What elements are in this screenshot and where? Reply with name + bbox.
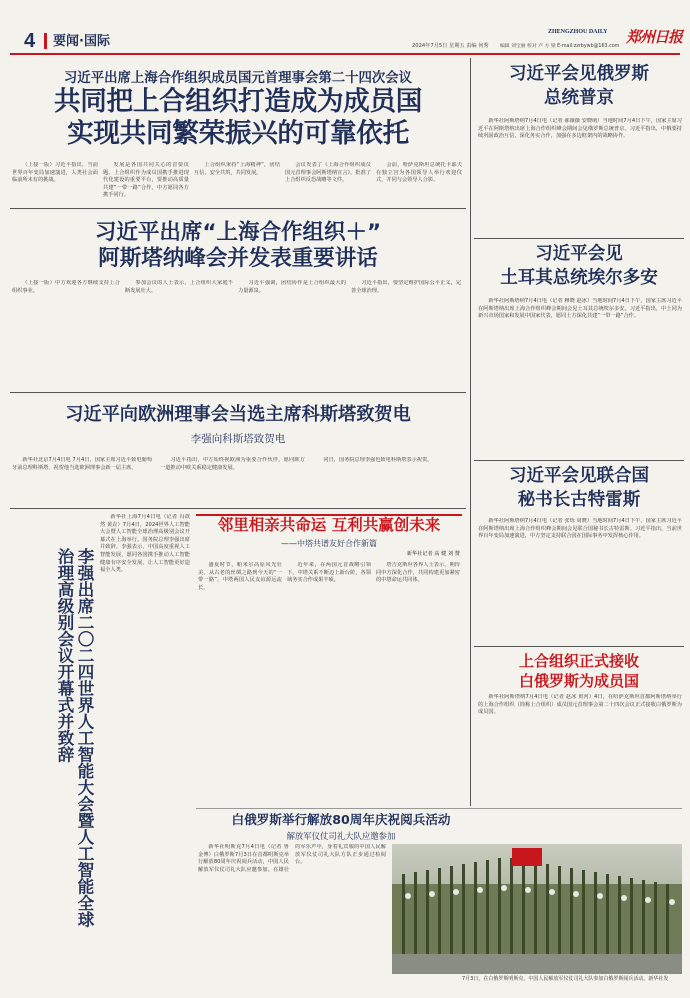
lead-col-5: 会前，哈萨克斯坦总统托卡耶夫在独立宫为各国领导人举行欢迎仪式，并同与会领导人合影。: [376, 162, 462, 184]
lead-col-4: 会议发表了《上海合作组织成员国元首理事会阿斯塔纳宣言》，批准了上合组织反恐战略等文件。: [285, 162, 371, 184]
eu-subhead: 李强向科斯塔致贺电: [190, 433, 286, 445]
parade-caption: 7月3日，在白俄罗斯明斯克，中国人民解放军仪仗司礼大队参加白俄罗斯阅兵活动。新华社发: [462, 976, 669, 982]
eu-headline: 习近平向欧洲理事会当选主席科斯塔致贺电: [65, 404, 411, 425]
lead-kicker: 习近平出席上海合作组织成员国元首理事会第二十四次会议: [63, 71, 413, 86]
shanghai-col-3: 习近平强调，团结协作是上合组织最大的力量源泉。: [238, 280, 346, 294]
parade-text: 新华社明斯克7月4日电（记者 鲁金博）白俄罗斯7月3日在首都明斯克举行解放80周年庆祝阅兵活动，中国人民解放军仪仗司礼大队应邀参加。在雄壮的军乐声中，身着礼宾服的中国人民解放军仪仗司礼大队方队正步通过检阅台。: [198, 844, 386, 873]
parade-headline: 白俄罗斯举行解放80周年庆祝阅兵活动: [231, 812, 451, 827]
neighbor-col-2: 近年来，在两国元首战略引领下，中塔关系不断迈上新台阶，各领域务实合作成果丰硕。: [287, 562, 371, 584]
lead-headline-line2: 实现共同繁荣振兴的可靠依托: [67, 118, 409, 149]
erdogan-headline-line2: 土耳其总统埃尔多安: [500, 268, 658, 288]
belarus-text: 新华社阿斯塔纳7月4日电（记者 赵冰 黄河）4日，在哈萨克斯坦首都阿斯塔纳举行的上海合作组织（简称上合组织）成员国元首理事会第二十四次会议正式接收白俄罗斯为成员国。: [478, 694, 682, 716]
lead-headline-line1: 共同把上合组织打造成为成员国: [53, 86, 423, 117]
belarus-headline-line2: 白俄罗斯为成员国: [518, 672, 639, 690]
liqiang-vertical-title: 李强出席二〇二四世界人工智能大会暨人工智能全球治理高级别会议开幕式并致辞: [55, 548, 94, 928]
belarus-headline-line1: 上合组织正式接收: [518, 652, 639, 670]
section-marker: [44, 33, 47, 49]
shanghai-col-4: 习近平指出，要坚定维护国际公平正义，完善全球治理。: [351, 280, 461, 294]
date-info: 2024年7月5日 星期五 责编 何秀: [412, 43, 489, 49]
masthead-rule: [10, 53, 680, 55]
liqiang-text: 新华社上海7月4日电（记者 冯歆然 黄垚）7月4日，2024世界人工智能大会暨人工智能全球治理高级别会议开幕式在上海举行。国务院总理李强出席并致辞。李强表示，中国高度重视人工智能发展，愿同各国携手推动人工智能健康有序安全发展，让人工智能更好造福全人类。: [100, 514, 190, 574]
paper-english-name: ZHENGZHOU DAILY: [548, 29, 608, 35]
parade-subhead: 解放军仪仗司礼大队应邀参加: [286, 831, 396, 841]
shanghai-col-2: 参加会议的人士表示，上合组织大家庭不断发展壮大。: [125, 280, 233, 294]
editor-info: 编辑 刘宝丽 校对 卢 方 梁 E-mail:zzrbywb@163.com: [500, 44, 620, 49]
shanghai-headline-line2: 阿斯塔纳峰会并发表重要讲话: [98, 246, 378, 271]
neighbor-subhead: ——中塔共谱友好合作新篇: [281, 539, 377, 548]
page-number: 4: [24, 30, 36, 52]
logo: 郑州日报: [626, 28, 683, 46]
divider: [474, 460, 684, 461]
lead-col-1: （上接一版）习近平指出，当前世界百年变局加速演进，人类社会面临前所未有的挑战。: [12, 162, 98, 184]
divider: [474, 646, 684, 647]
neighbor-col-1: 盛夏时节，帕米尔高原风光壮美。从古老的丝绸之路到今天的“一带一路”，中塔两国人民友谊源远流长。: [198, 562, 282, 591]
parade-top-rule: [196, 808, 682, 809]
erdogan-text: 新华社阿斯塔纳7月4日电（记者 穆晓 赵冰）当地时间7月4日下午，国家主席习近平在阿斯塔纳出席上海合作组织峰会期间会见土耳其总统埃尔多安。习近平指出，中土同为新兴市场国家和发展中国家代表，愿同土方深化共建“一带一路”合作。: [478, 298, 682, 320]
guterres-headline-line2: 秘书长古特雷斯: [517, 490, 641, 510]
lead-col-3: 上合组织秉持“上海精神”，团结互信，安全共筑，共同发展。: [194, 162, 280, 176]
masthead: [0, 0, 690, 52]
erdogan-headline-line1: 习近平会见: [535, 244, 623, 264]
divider: [10, 208, 466, 209]
divider: [10, 392, 466, 393]
eu-col-1: 新华社北京7月4日电 7月4日，国家主席习近平致电葡萄牙前总理科斯塔，祝贺他当选欧洲理事会新一届主席。: [12, 457, 152, 471]
neighbor-col-3: 塔吉克斯坦各界人士表示，期待同中方深化合作，共同构建更加紧密的中塔命运共同体。: [376, 562, 460, 584]
shanghai-col-1: （上接一版）中方欢迎各方继续支持上合组织事业。: [12, 280, 120, 294]
guterres-text: 新华社阿斯塔纳7月4日电（记者 张烁 周晓）当地时间7月4日下午，国家主席习近平在阿斯塔纳出席上海合作组织峰会期间会见联合国秘书长古特雷斯。习近平指出，当前世界百年变局加速演进，中方坚定支持联合国在国际事务中发挥核心作用。: [478, 518, 682, 540]
section-title: 要闻·国际: [53, 34, 110, 49]
putin-headline-line2: 总统普京: [544, 88, 614, 108]
eu-col-2: 习近平指出，中方始终视欧洲为重要合作伙伴，愿同欧方一道推动中欧关系稳定健康发展。: [160, 457, 305, 471]
eu-col-3: 同日，国务院总理李强也致电科斯塔表示祝贺。: [323, 457, 433, 463]
guterres-headline-line1: 习近平会见联合国: [509, 466, 649, 486]
putin-headline-line1: 习近平会见俄罗斯: [509, 64, 649, 84]
lead-col-2: 发展是各国共同关心的首要议题。上合组织作为成员国携手推进现代化建设的重要平台，要推动高质量共建“一带一路”合作，中方愿同各方携手同行。: [103, 162, 189, 199]
neighbor-byline: 新华社记者 高 健 刘 赞: [406, 551, 460, 557]
divider: [474, 238, 684, 239]
divider: [10, 508, 466, 509]
column-divider: [470, 58, 471, 806]
neighbor-headline: 邻里相亲共命运 互利共赢创未来: [217, 516, 441, 534]
putin-text: 新华社阿斯塔纳7月4日电（记者 郝薇薇 安晓萌）当地时间7月4日下午，国家主席习近平在阿斯塔纳出席上海合作组织峰会期间会见俄罗斯总统普京。习近平指出，中俄要持续巩固政治互信，深化务实合作，加强在多边框架内的战略协作。: [478, 118, 682, 140]
shanghai-headline-line1: 习近平出席“上海合作组织＋”: [94, 220, 382, 245]
parade-photo: [392, 844, 682, 974]
